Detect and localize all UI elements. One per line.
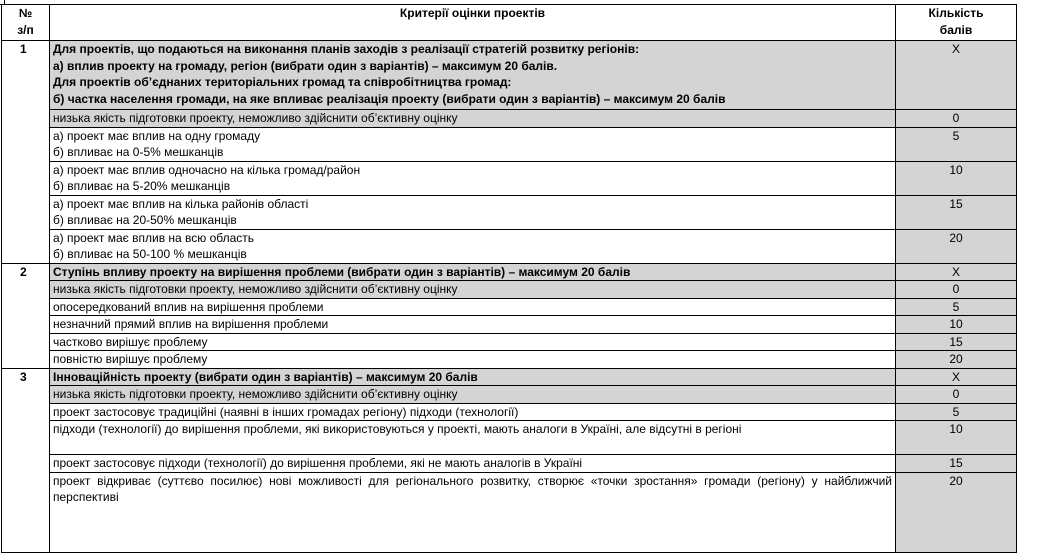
criterion-text: проект застосовує традиційні (наявні в інших громадах регіону) підходи (технології) xyxy=(50,403,896,421)
table-row xyxy=(2,127,1017,161)
criterion-text: частково вирішує проблему xyxy=(50,333,896,351)
table-row xyxy=(2,161,1017,195)
criterion-score: 5 xyxy=(896,127,1017,161)
table-row xyxy=(2,421,1017,455)
header-criteria: Критерії оцінки проектів xyxy=(50,5,896,41)
criteria-table xyxy=(1,4,1017,553)
criterion-text xyxy=(50,195,896,229)
criterion-line: низька якість підготовки проекту, неможливо здійснити об’єктивну оцінку xyxy=(53,111,458,125)
criterion-score: 20 xyxy=(896,351,1017,369)
criterion-text: проект відкриває (суттєво посилює) нові можливості для регіонального розвитку, створює «точки зростання» громади (регіону) у найближчий перспективі xyxy=(50,472,896,552)
header-score xyxy=(896,5,1017,41)
table-row xyxy=(2,316,1017,334)
header-number xyxy=(2,5,50,41)
criterion-score: 15 xyxy=(896,195,1017,229)
section-1-title-row xyxy=(2,41,1017,110)
criterion-score: 0 xyxy=(896,386,1017,404)
section-number: 2 xyxy=(2,263,50,368)
header-score-line2: балів xyxy=(939,22,973,37)
criterion-score: 15 xyxy=(896,333,1017,351)
section-title-line: а) вплив проекту на громаду, регіон (вибрати один з варіантів) – максимум 20 балів. xyxy=(53,58,558,73)
criterion-score: 5 xyxy=(896,298,1017,316)
criterion-text: опосередкований вплив на вирішення проблеми xyxy=(50,298,896,316)
criterion-score: 10 xyxy=(896,316,1017,334)
section-title-line: б) частка населення громади, на яке впливає реалізація проекту (вибрати один з варіантів) – максимум 20 балів xyxy=(53,91,726,106)
table-row xyxy=(2,195,1017,229)
header-number-line1: № xyxy=(18,6,33,20)
criterion-score: 10 xyxy=(896,161,1017,195)
header-number-line2: з/п xyxy=(17,22,34,37)
criterion-score: 20 xyxy=(896,472,1017,552)
section-title-score: Х xyxy=(896,41,1017,110)
criterion-line: а) проект має вплив на кілька районів області xyxy=(53,196,309,211)
criterion-text: незначний прямий вплив на вирішення проблеми xyxy=(50,316,896,334)
table-row xyxy=(2,403,1017,421)
section-3-title-row xyxy=(2,368,1017,386)
criterion-score: 5 xyxy=(896,403,1017,421)
section-title-line: Для проектів, що подаються на виконання планів заходів з реалізації стратегій розвитку регіонів: xyxy=(53,42,640,56)
criterion-line: б) впливає на 0-5% мешканців xyxy=(53,145,224,159)
criterion-line: а) проект має вплив на всю область xyxy=(53,230,255,245)
table-row xyxy=(2,351,1017,369)
section-title: Ступінь впливу проекту на вирішення проблеми (вибрати один з варіантів) – максимум 20 балів xyxy=(50,263,896,281)
table-row xyxy=(2,298,1017,316)
criterion-line: а) проект має вплив одночасно на кілька громад/район xyxy=(53,162,361,177)
table-row xyxy=(2,472,1017,552)
table-row xyxy=(2,110,1017,128)
criterion-text: повністю вирішує проблему xyxy=(50,351,896,369)
criterion-text: підходи (технології) до вирішення проблеми, які використовуються у проекті, мають аналоги в Україні, але відсутні в регіоні xyxy=(50,421,896,455)
criterion-text xyxy=(50,110,896,128)
section-2-title-row xyxy=(2,263,1017,281)
section-number: 1 xyxy=(2,41,50,264)
criterion-text: низька якість підготовки проекту, неможливо здійснити об’єктивну оцінку xyxy=(50,386,896,404)
table-row xyxy=(2,333,1017,351)
section-title-score: Х xyxy=(896,368,1017,386)
table-row xyxy=(2,386,1017,404)
table-row xyxy=(2,455,1017,473)
section-number: 3 xyxy=(2,368,50,552)
section-title-score: Х xyxy=(896,263,1017,281)
criterion-score: 0 xyxy=(896,110,1017,128)
criterion-line: б) впливає на 50-100 % мешканців xyxy=(53,247,247,261)
section-title-line: Для проектів об’єднаних територіальних громад та співробітництва громад: xyxy=(53,75,512,89)
criterion-score: 20 xyxy=(896,229,1017,263)
section-title xyxy=(50,41,896,110)
section-title: Інноваційність проекту (вибрати один з варіантів) – максимум 20 балів xyxy=(50,368,896,386)
criterion-text: низька якість підготовки проекту, неможливо здійснити об’єктивну оцінку xyxy=(50,281,896,299)
criterion-text xyxy=(50,161,896,195)
criterion-text xyxy=(50,229,896,263)
criterion-line: б) впливає на 5-20% мешканців xyxy=(53,179,231,193)
criterion-score: 10 xyxy=(896,421,1017,455)
table-row xyxy=(2,229,1017,263)
header-row xyxy=(2,5,1017,41)
criterion-score: 15 xyxy=(896,455,1017,473)
criterion-line: б) впливає на 20-50% мешканців xyxy=(53,213,237,227)
criterion-text xyxy=(50,127,896,161)
table-row xyxy=(2,281,1017,299)
criterion-text: проект застосовує підходи (технології) до вирішення проблеми, які не мають аналогів в Україні xyxy=(50,455,896,473)
header-score-line1: Кількість xyxy=(928,6,984,20)
criterion-line: а) проект має вплив на одну громаду xyxy=(53,128,261,143)
criterion-score: 0 xyxy=(896,281,1017,299)
